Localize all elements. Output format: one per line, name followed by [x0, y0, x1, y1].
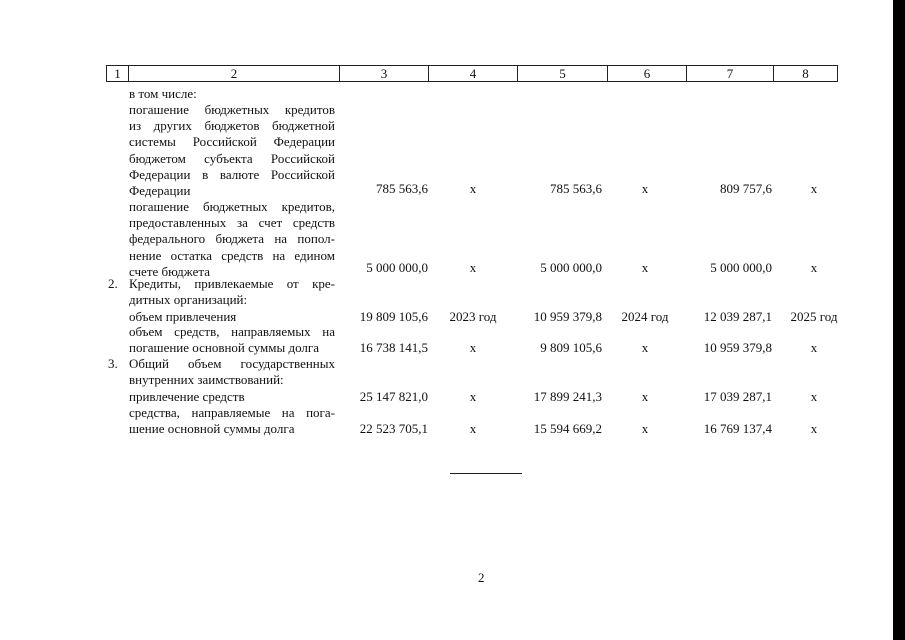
row-4-col-5: 9 809 105,6: [540, 340, 602, 355]
row-6-col-3: 22 523 705,1: [359, 421, 428, 436]
header-col-3: 3: [340, 66, 429, 81]
row-2-col-5: 5 000 000,0: [540, 260, 602, 275]
row-2-col-6: х: [641, 260, 649, 275]
header-col-8: 8: [802, 66, 809, 81]
row-4-col-4: х: [469, 340, 477, 355]
row-1-description: погашение бюджетных кредитов из других бюджетов бюджетной системы Российской Федерации бюджетом субъекта Российской Федерации в валюте Российской Федерации: [129, 102, 335, 199]
row-2-col-8: х: [810, 260, 818, 275]
row-1-col-8: х: [810, 181, 818, 196]
row-3-col-4: 2023 год: [449, 309, 497, 324]
row-4-col-6: х: [641, 340, 649, 355]
section-2-number: 2.: [108, 276, 118, 291]
row-3-col-7: 12 039 287,1: [703, 309, 772, 324]
row-4-description: объем средств, направляемых на погашение основной суммы долга: [129, 324, 335, 356]
row-6-col-7: 16 769 137,4: [703, 421, 772, 436]
row-5-col-4: х: [469, 389, 477, 404]
header-col-6: 6: [608, 66, 687, 81]
header-col-2: 2: [129, 66, 340, 81]
row-5-col-5: 17 899 241,3: [533, 389, 602, 404]
row-1-col-3: 785 563,6: [376, 181, 428, 196]
section-3-title: Общий объем государственных внутренних заимствований:: [129, 356, 335, 388]
intro-text: в том числе:: [129, 86, 197, 101]
table-header-row: [106, 65, 838, 82]
row-2-col-4: х: [469, 260, 477, 275]
row-4-col-3: 16 738 141,5: [359, 340, 428, 355]
row-2-description: погашение бюджетных кредитов, предоставленных за счет средств федерального бюджета на попол- нение остатка средств на едином счете бюджета: [129, 199, 335, 279]
row-5-col-6: х: [641, 389, 649, 404]
row-3-col-8: 2025 год: [790, 309, 838, 324]
row-6-col-6: х: [641, 421, 649, 436]
header-col-4: 4: [429, 66, 518, 81]
section-2-title: Кредиты, привлекаемые от кре- дитных организаций:: [129, 276, 335, 308]
row-4-col-8: х: [810, 340, 818, 355]
row-6-description: средства, направляемые на пога- шение основной суммы долга: [129, 405, 335, 437]
end-rule-divider: [450, 473, 522, 474]
row-5-col-3: 25 147 821,0: [359, 389, 428, 404]
row-1-col-6: х: [641, 181, 649, 196]
row-3-description: объем привлечения: [129, 309, 237, 324]
header-col-5: 5: [518, 66, 608, 81]
row-6-col-8: х: [810, 421, 818, 436]
row-2-col-7: 5 000 000,0: [710, 260, 772, 275]
scan-dark-edge: [893, 0, 905, 640]
page-number: 2: [478, 570, 485, 585]
row-1-col-5: 785 563,6: [550, 181, 602, 196]
row-3-col-6: 2024 год: [621, 309, 669, 324]
row-1-col-7: 809 757,6: [720, 181, 772, 196]
row-1-col-4: х: [469, 181, 477, 196]
row-6-col-4: х: [469, 421, 477, 436]
section-3-number: 3.: [108, 356, 118, 371]
row-3-col-3: 19 809 105,6: [359, 309, 428, 324]
row-3-col-5: 10 959 379,8: [533, 309, 602, 324]
row-2-col-3: 5 000 000,0: [366, 260, 428, 275]
row-5-description: привлечение средств: [129, 389, 245, 404]
row-5-col-7: 17 039 287,1: [703, 389, 772, 404]
row-4-col-7: 10 959 379,8: [703, 340, 772, 355]
header-col-7: 7: [687, 66, 774, 81]
row-5-col-8: х: [810, 389, 818, 404]
row-6-col-5: 15 594 669,2: [533, 421, 602, 436]
header-col-1: 1: [107, 66, 129, 81]
